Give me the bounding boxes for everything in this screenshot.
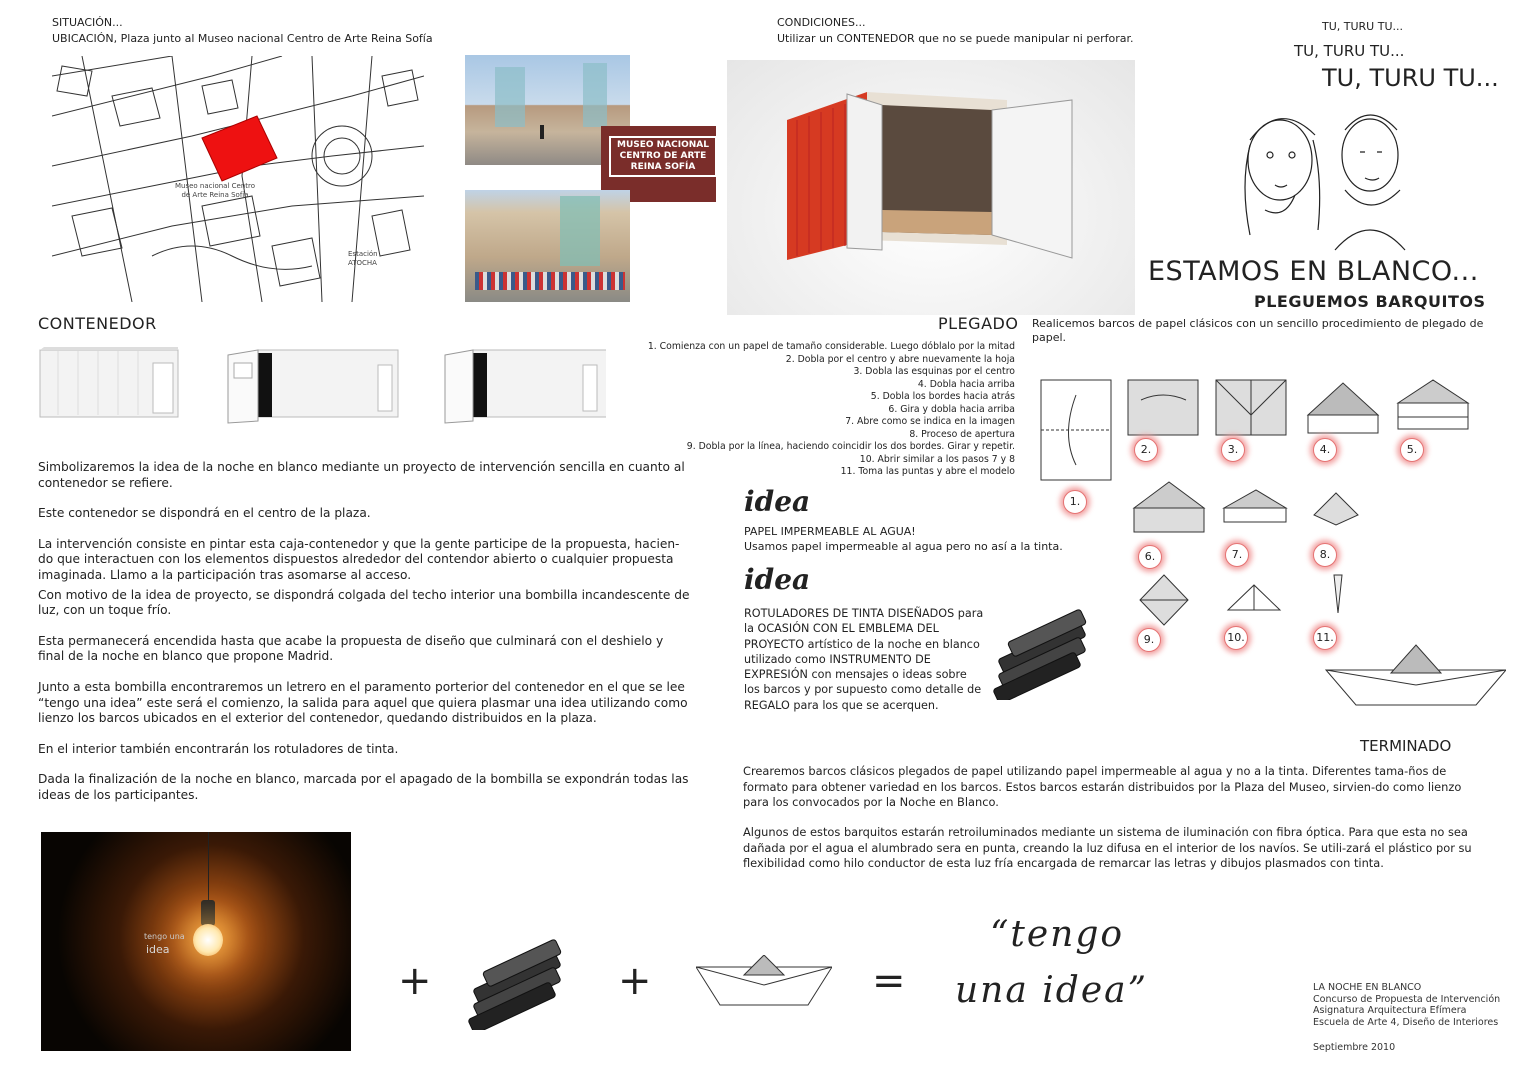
step-badge: 3.: [1221, 438, 1245, 462]
step-badge: 5.: [1400, 438, 1424, 462]
tu-turu-line-1: TU, TURU TU...: [1322, 20, 1403, 33]
idea2-text: ROTULADORES DE TINTA DISEÑADOS para la OCASIÓN CON EL EMBLEMA DEL PROYECTO artístico de la noche en blanco utilizado como INSTRUMENTO DE EXPRESIÓN con mensajes o ideas sobre los barcos y por supuesto como detalle de REGALO para los que se acerquen.: [744, 607, 984, 712]
description-paragraph: Con motivo de la idea de proyecto, se dispondrá colgada del techo interior una bombilla incandescente de luz, con un toque frío.: [38, 587, 690, 618]
condiciones-text: Utilizar un CONTENEDOR que no se puede manipular ni perforar.: [777, 32, 1134, 45]
condiciones-title: CONDICIONES...: [777, 16, 866, 29]
plegado-step: 8. Proceso de apertura: [909, 428, 1015, 440]
description-paragraph: La intervención consiste en pintar esta caja-contenedor y que la gente participe de la propuesta, hacien-do que interactuen con los elementos dispuestos alrededor del contendor abierto o cualquier propuesta imaginada. Llamo a la participación tras asomarse al acceso.: [38, 536, 680, 582]
estamos-title: ESTAMOS EN BLANCO...: [1148, 256, 1479, 287]
idea1-text: Usamos papel impermeable al agua pero no así a la tinta.: [744, 540, 1063, 553]
step-badge: 8.: [1313, 543, 1337, 567]
boats-text-1: Crearemos barcos clásicos plegados de papel utilizando papel impermeable al agua y no a la tinta. Diferentes tama-ños de formato para obtener variedad en los barcos. Estos barcos estarán distribuidos por la Plaza del Museo, sirvien-do como lienzo para los convocados por la Noche en Blanco.: [743, 764, 1462, 809]
idea1-title: PAPEL IMPERMEABLE AL AGUA!: [744, 525, 916, 538]
bulb-text-2: idea: [146, 943, 170, 956]
plegado-steps: [600, 341, 1015, 479]
quote-line-2: una idea”: [955, 970, 1149, 1011]
container-view-door-open: [228, 350, 398, 423]
plegado-title: PLEGADO: [938, 314, 1019, 333]
description-text: [38, 460, 690, 819]
step-badge: 9.: [1137, 628, 1161, 652]
plegado-step: 10. Abrir similar a los pasos 7 y 8: [859, 453, 1015, 465]
plegado-step: 3. Dobla las esquinas por el centro: [853, 366, 1015, 377]
plegado-step: 1. Comienza con un papel de tamaño considerable. Luego dóblalo por la mitad: [647, 341, 1015, 352]
plegado-intro: Realicemos barcos de papel clásicos con un sencillo procedimiento de plegado de papel.: [1032, 317, 1484, 344]
credits-line: Escuela de Arte 4, Diseño de Interiores: [1313, 1016, 1499, 1028]
step-badge: 11.: [1313, 626, 1337, 650]
description-paragraph: Este contenedor se dispondrá en el centro de la plaza.: [38, 506, 371, 521]
paper-boat-icon: [696, 955, 832, 1011]
terminado-label: TERMINADO: [1360, 737, 1452, 755]
plus-sign-2: +: [618, 958, 652, 1004]
description-paragraph: Dada la finalización de la noche en blanco, marcada por el apagado de la bombilla se expondrán todas las ideas de los participantes.: [38, 772, 689, 802]
step-badge: 2.: [1134, 438, 1158, 462]
plegado-step: 2. Dobla por el centro y abre nuevamente la hoja: [785, 353, 1015, 365]
plegado-step: 9. Dobla por la línea, haciendo coincidir los dos bordes. Girar y repetir.: [686, 441, 1015, 452]
credits-line: LA NOCHE EN BLANCO: [1313, 982, 1422, 993]
quote-line-1: “tengo: [990, 914, 1125, 955]
step-badge: 1.: [1063, 490, 1087, 514]
situacion-title: SITUACIÓN...: [52, 16, 123, 29]
plegado-step: 4. Dobla hacia arriba: [917, 378, 1015, 390]
credits-line: Asignatura Arquitectura Efímera: [1313, 1005, 1467, 1016]
step-badge: 10.: [1224, 626, 1248, 650]
map-label-museum: Museo nacional Centro de Arte Reina Sofía: [174, 182, 256, 199]
plus-sign-1: +: [398, 958, 432, 1004]
equals-sign: =: [872, 958, 906, 1004]
container-view-door-open-2: [445, 350, 606, 423]
bulb-icon: [193, 924, 223, 956]
boats-text-2: Algunos de estos barquitos estarán retroiluminados mediante un sistema de iluminación con fibra óptica. Para que esta no sea dañada por el agua el alumbrado sera en punta, creando la luz difusa en el interior de los navíos. Se utili-zará el plástico por su flexibilidad como hilo conductor de esta luz fría encargada de remarcar las letras y dibujos plasmados con tinta.: [743, 825, 1472, 870]
step-badge: 7.: [1225, 543, 1249, 567]
container-views: [38, 345, 606, 425]
contenedor-title: CONTENEDOR: [38, 314, 157, 333]
bulb-text-1: tengo una: [144, 932, 185, 941]
credits-date: Septiembre 2010: [1313, 1042, 1396, 1053]
markers-image: [987, 600, 1097, 700]
description-paragraph: En el interior también encontrarán los rotuladores de tinta.: [38, 741, 399, 756]
situacion-subtitle: UBICACIÓN, Plaza junto al Museo nacional Centro de Arte Reina Sofía: [52, 32, 433, 45]
container-view-closed: [40, 347, 178, 417]
estamos-subtitle: PLEGUEMOS BARQUITOS: [1254, 292, 1486, 311]
bulb-photo: [41, 832, 351, 1051]
museum-sign-text: MUSEO NACIONAL CENTRO DE ARTE REINA SOFÍA: [609, 136, 716, 177]
description-paragraph: Junto a esta bombilla encontraremos un letrero en el paramento porterior del contenedor en el que se lee “tengo una idea” este será el comienzo, la salida para aquel que quiera plasmar una idea utilizando como lienzo los barcos ubicados en el exterior del contenedor, quedando distribuidos en la plaza.: [38, 679, 688, 726]
plegado-step: 6. Gira y dobla hacia arriba: [888, 403, 1015, 415]
children-sketch: [1225, 100, 1425, 255]
plegado-step: 7. Abre como se indica en la imagen: [845, 416, 1015, 427]
idea-label-2: idea: [744, 563, 811, 596]
plegado-step: 5. Dobla los bordes hacia atrás: [870, 391, 1015, 402]
step-badge: 4.: [1313, 438, 1337, 462]
container-drawing: [727, 60, 1135, 315]
tu-turu-line-3: TU, TURU TU...: [1322, 64, 1499, 92]
map-label-station: Estación ATOCHA: [348, 250, 378, 267]
credits: [1313, 982, 1500, 1028]
folding-diagram: [1036, 375, 1506, 735]
credits-line: Concurso de Propuesta de Intervención: [1313, 993, 1501, 1005]
step-badge: 6.: [1138, 545, 1162, 569]
description-paragraph: Esta permanecerá encendida hasta que acabe la propuesta de diseño que culminará con el deshielo y final de la noche en blanco que propone Madrid.: [38, 633, 664, 664]
plegado-step: 11. Toma las puntas y abre el modelo: [840, 466, 1015, 477]
idea-label-1: idea: [744, 485, 811, 518]
markers-image-2: [462, 930, 572, 1030]
tu-turu-line-2: TU, TURU TU...: [1294, 42, 1405, 60]
description-paragraph: Simbolizaremos la idea de la noche en blanco mediante un proyecto de intervención sencilla en cuanto al contenedor se refiere.: [38, 460, 685, 490]
museum-photo-2: [465, 190, 630, 302]
red-container-render: [727, 60, 1135, 315]
